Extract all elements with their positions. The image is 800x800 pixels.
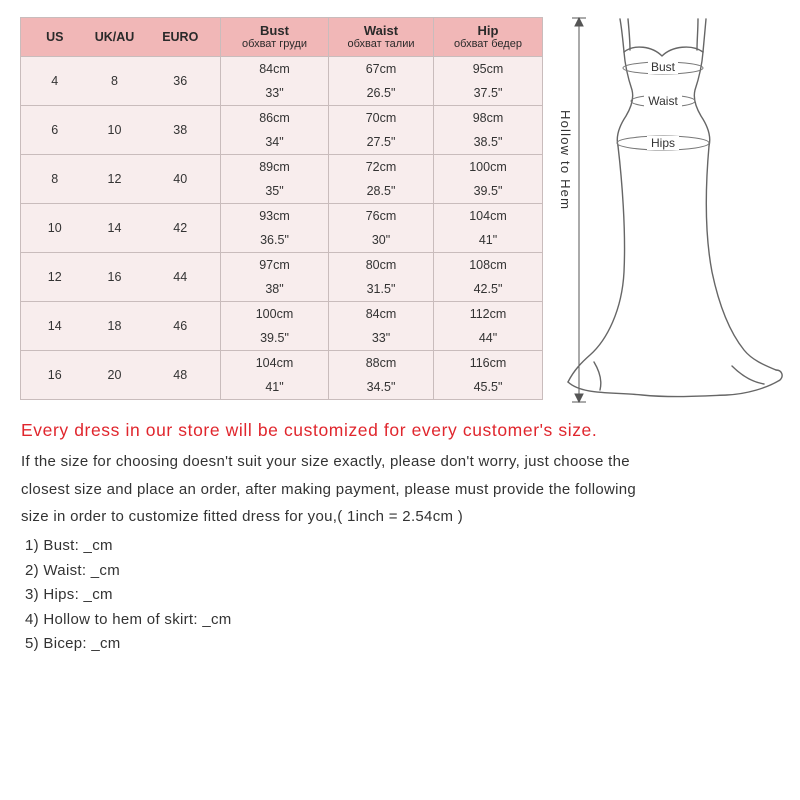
size-us: 14 [21,302,89,351]
header-hip [434,18,543,57]
hip-cell [434,351,543,400]
customization-notice: Every dress in our store will be customized for every customer's size. [21,420,598,440]
header-hip-label: Hip [477,23,499,38]
waist-inch: 34.5" [366,380,396,394]
size-euro: 36 [141,57,221,106]
waist-cm: 80cm [365,258,397,272]
bust-cm: 89cm [259,160,290,174]
header-bust-label: Bust [260,23,289,38]
hip-cell [434,204,543,253]
waist-inch: 27.5" [366,135,396,149]
waist-cell [329,57,434,106]
hip-inch: 37.5" [473,86,503,100]
header-waist [329,18,434,57]
bust-cm: 93cm [259,209,290,223]
header-euro: EURO [141,18,221,57]
bust-inch: 35" [265,184,284,198]
bust-inch: 34" [265,135,284,149]
hip-inch: 45.5" [473,380,503,394]
size-chart-table [20,17,543,400]
hollow-to-hem-arrow [572,18,586,402]
bust-inch: 33" [265,86,284,100]
size-us: 6 [21,106,89,155]
waist-inch: 31.5" [366,282,396,296]
waist-inch: 30" [371,233,391,247]
measurement-list [25,534,232,657]
hip-inch: 38.5" [473,135,503,149]
size-us: 4 [21,57,89,106]
hip-inch: 44" [478,331,498,345]
hip-cell [434,155,543,204]
hip-cell [434,302,543,351]
hip-cm: 104cm [469,209,507,223]
size-uk-au: 10 [89,106,141,155]
instruction-line-2: closest size and place an order, after making payment, please must provide the following [21,480,637,498]
size-euro: 46 [141,302,221,351]
measurement-bicep: 5) Bicep: _cm [25,635,121,652]
size-euro: 44 [141,253,221,302]
hips-label: Hips [650,136,676,150]
bust-inch: 39.5" [260,331,289,345]
dress-measurement-diagram [552,10,797,410]
size-uk-au: 16 [89,253,141,302]
size-uk-au: 20 [89,351,141,400]
hip-inch: 41" [478,233,498,247]
waist-cell [329,253,434,302]
waist-inch: 26.5" [366,86,396,100]
table-row [21,302,543,351]
waist-cell [329,351,434,400]
waist-cell [329,302,434,351]
table-row [21,351,543,400]
waist-cell [329,106,434,155]
bust-cell [221,204,329,253]
bust-inch: 38" [265,282,284,296]
header-bust [221,18,329,57]
waist-cm: 76cm [365,209,397,223]
size-uk-au: 8 [89,57,141,106]
size-uk-au: 18 [89,302,141,351]
bust-cell [221,155,329,204]
table-row [21,57,543,106]
bust-cell [221,253,329,302]
size-us: 16 [21,351,89,400]
bust-inch: 41" [265,380,284,394]
header-uk-au: UK/AU [89,18,141,57]
bust-cell [221,106,329,155]
bust-cell [221,302,329,351]
table-row [21,155,543,204]
bust-cm: 86cm [259,111,290,125]
hollow-to-hem-label: Hollow to Hem [558,110,573,211]
waist-cm: 70cm [365,111,397,125]
bust-cm: 84cm [259,62,290,76]
measurement-waist: 2) Waist: _cm [25,561,121,579]
bust-cm: 100cm [255,307,294,321]
bust-cm: 104cm [255,356,294,370]
bust-cm: 97cm [259,258,290,272]
header-us: US [21,18,89,57]
waist-cell [329,155,434,204]
header-bust-ru: обхват груди [242,38,307,50]
table-row [21,253,543,302]
table-body [21,57,543,400]
hip-cm: 100cm [469,160,507,174]
table-row [21,106,543,155]
measurement-hollow-to-hem: 4) Hollow to hem of skirt: _cm [25,610,232,628]
header-hip-ru: обхват бедер [454,38,522,50]
waist-cm: 67cm [365,62,397,76]
hip-inch: 42.5" [473,282,503,296]
instruction-paragraph [21,448,781,531]
bust-label: Bust [650,60,676,74]
size-us: 8 [21,155,89,204]
bust-cell [221,351,329,400]
waist-cm: 72cm [365,160,397,174]
waist-cm: 84cm [365,307,397,321]
size-uk-au: 14 [89,204,141,253]
size-us: 10 [21,204,89,253]
measurement-bust: 1) Bust: _cm [25,537,113,554]
size-uk-au: 12 [89,155,141,204]
header-waist-label: Waist [363,23,399,38]
hip-cm: 98cm [472,111,504,125]
hip-cm: 116cm [469,356,507,370]
hip-cm: 108cm [469,258,507,272]
hip-cell [434,253,543,302]
waist-cell [329,204,434,253]
instruction-line-1: If the size for choosing doesn't suit your size exactly, please don't worry, just choose the [21,453,630,470]
hip-cm: 95cm [472,62,504,76]
hip-inch: 39.5" [473,184,503,198]
bust-inch: 36.5" [260,233,289,247]
waist-label: Waist [648,94,678,108]
bust-cell [221,57,329,106]
waist-inch: 33" [371,331,391,345]
dress-outline [568,19,782,397]
header-waist-ru: обхват талии [347,38,415,50]
size-euro: 42 [141,204,221,253]
hip-cm: 112cm [469,307,507,321]
hip-cell [434,57,543,106]
size-euro: 38 [141,106,221,155]
size-euro: 48 [141,351,221,400]
table-header-row [21,18,543,57]
hip-cell [434,106,543,155]
size-euro: 40 [141,155,221,204]
waist-inch: 28.5" [366,184,396,198]
waist-cm: 88cm [365,356,397,370]
table-row [21,204,543,253]
size-us: 12 [21,253,89,302]
instruction-line-3: size in order to customize fitted dress for you,( 1inch = 2.54cm ) [21,508,464,525]
measurement-hips: 3) Hips: _cm [25,586,113,603]
